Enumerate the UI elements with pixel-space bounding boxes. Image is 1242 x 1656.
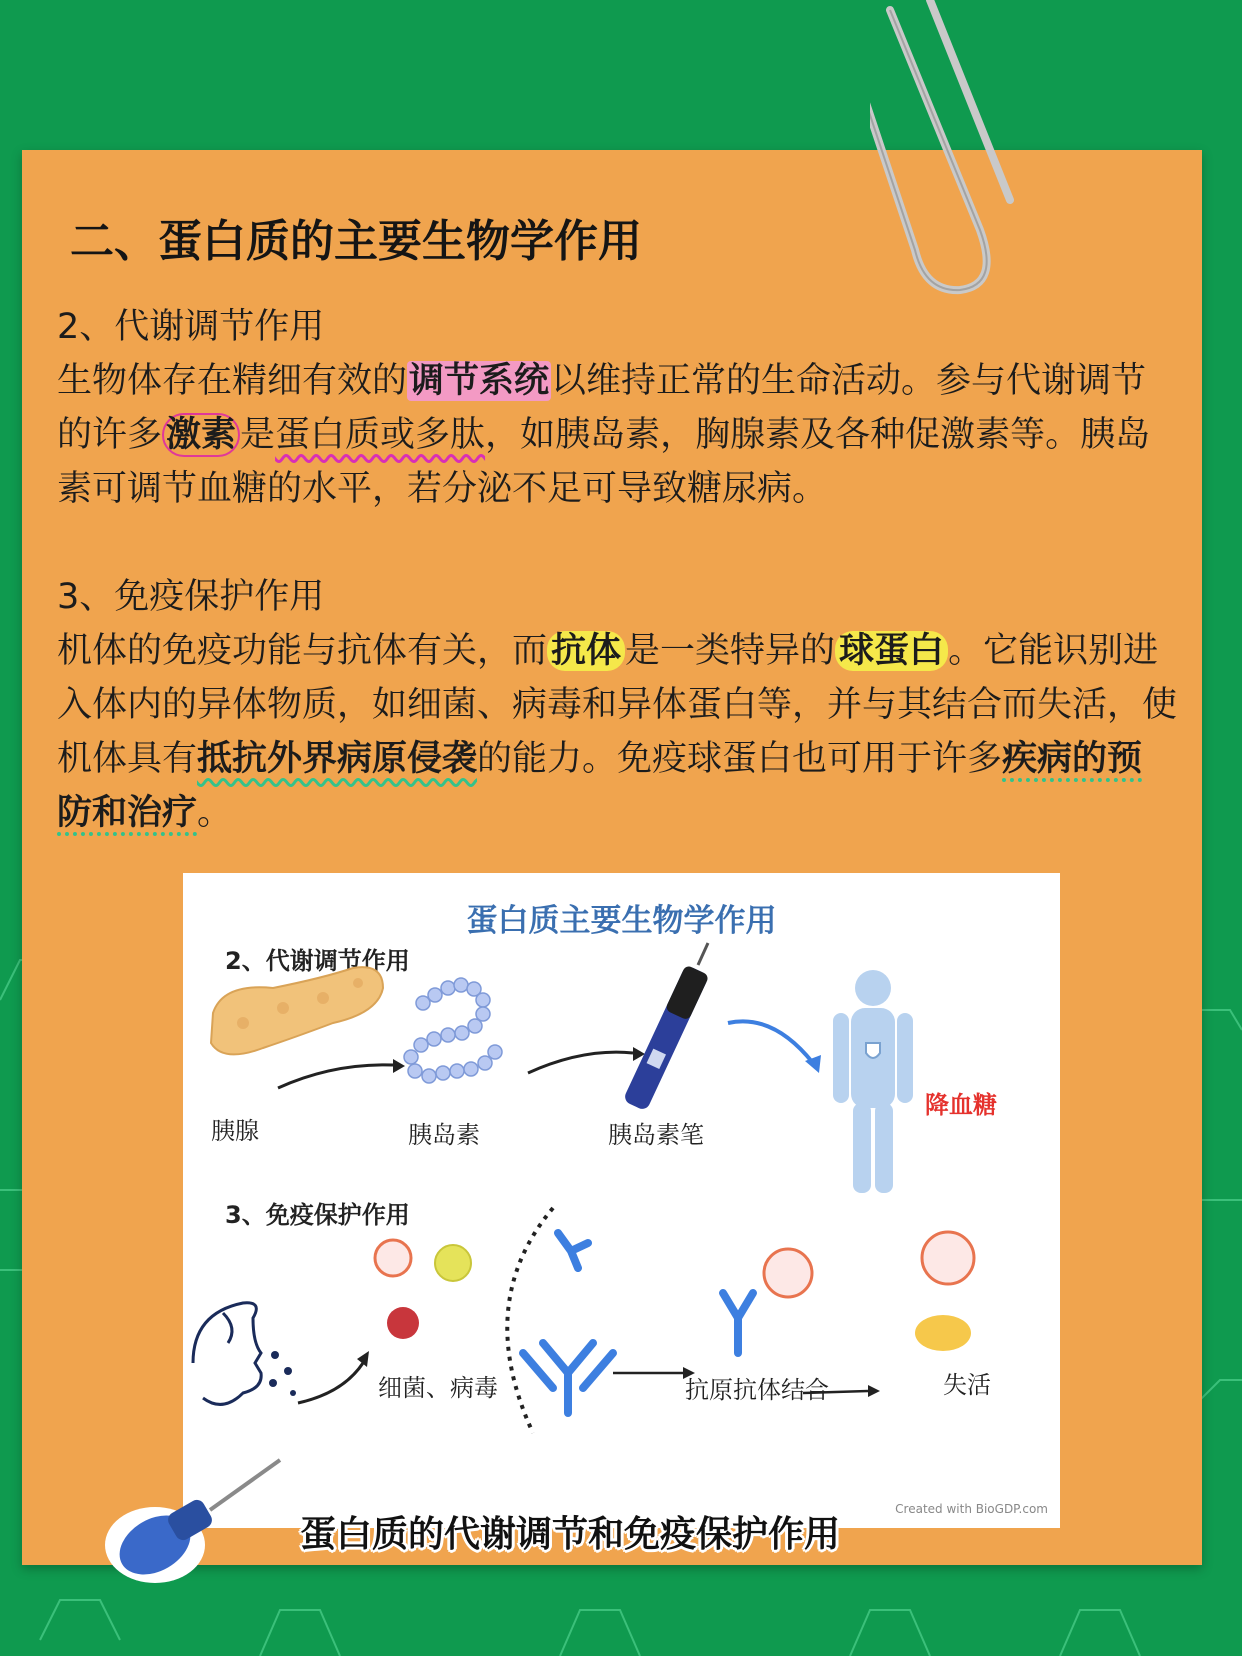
section-metabolic-regulation <box>57 300 1177 516</box>
text-run: 是 <box>240 415 276 455</box>
section3-body <box>57 624 1177 840</box>
highlight-regulation-system: 调节系统 <box>409 361 550 401</box>
highlight-antibody: 抗体 <box>547 631 625 671</box>
section2-body <box>57 354 1177 516</box>
text-run: 是一类特异的 <box>625 631 836 671</box>
label-insulin: 胰岛素 <box>408 1121 480 1149</box>
text-run: 的能力。免疫球蛋白也可用于许多 <box>477 739 1003 779</box>
insulin-pen-icon <box>623 943 710 1111</box>
underlined-resist-pathogen: 抵抗外界病原侵袭 <box>197 739 478 779</box>
bottom-caption: 蛋白质的代谢调节和免疫保护作用 <box>300 1514 841 1555</box>
virus-particles-icon <box>269 1351 296 1396</box>
insulin-molecule-icon <box>404 978 502 1083</box>
paperclip-icon <box>870 0 1050 300</box>
section3-heading: 3、免疫保护作用 <box>57 577 325 617</box>
antigen-icon <box>764 1249 812 1297</box>
figure-subtitle-immune: 3、免疫保护作用 <box>225 1201 410 1229</box>
label-bacteria-virus: 细菌、病毒 <box>378 1374 498 1402</box>
label-insulin-pen: 胰岛素笔 <box>608 1121 704 1149</box>
bacteria-virus-icons <box>375 1240 471 1339</box>
text-run: 机体的免疫功能与抗体有关，而 <box>57 631 548 671</box>
label-pancreas: 胰腺 <box>211 1117 259 1145</box>
figure-title: 蛋白质主要生物学作用 <box>466 903 777 939</box>
highlight-globulin: 球蛋白 <box>835 631 948 671</box>
label-lower-blood-sugar: 降血糖 <box>925 1091 997 1119</box>
label-inactivate: 失活 <box>943 1371 991 1399</box>
text-run: 生物体存在精细有效的 <box>57 361 408 401</box>
text-run: 。它能识别进入体内的异体物质，如细菌、病毒和异体蛋白等，并与其结合而失活，使机体具有 <box>57 631 1178 779</box>
text-run: ，如胰岛素，胸腺素及各种促激素等。胰岛素可调节血糖的水平，若分泌不足可导致糖尿病。 <box>57 415 1151 509</box>
pushpin-icon <box>100 1450 300 1600</box>
figure-credit: Created with BioGDP.com <box>895 1502 1048 1516</box>
sneezing-person-icon <box>193 1303 261 1405</box>
inactivated-pathogen-icons <box>915 1232 974 1351</box>
human-body-icon <box>833 970 913 1193</box>
page-title: 二、蛋白质的主要生物学作用 <box>70 216 642 267</box>
illustration-figure <box>183 873 1060 1528</box>
circled-hormone: 激素 <box>162 413 240 457</box>
text-run: 以维持正常的生命活动。参与代谢调节的许多 <box>57 361 1147 455</box>
section2-heading: 2、代谢调节作用 <box>57 307 325 347</box>
cell-membrane-line <box>507 1208 553 1433</box>
underlined-disease-prevention: 疾病的预防和治疗 <box>57 739 1143 833</box>
section-immune-protection <box>57 570 1177 840</box>
pancreas-icon <box>211 967 383 1054</box>
label-antigen-antibody-binding: 抗原抗体结合 <box>685 1376 829 1404</box>
text-run: 。 <box>197 793 233 833</box>
underlined-protein-peptide: 蛋白质或多肽 <box>275 415 486 455</box>
figure-subtitle-metabolic: 2、代谢调节作用 <box>225 947 410 975</box>
